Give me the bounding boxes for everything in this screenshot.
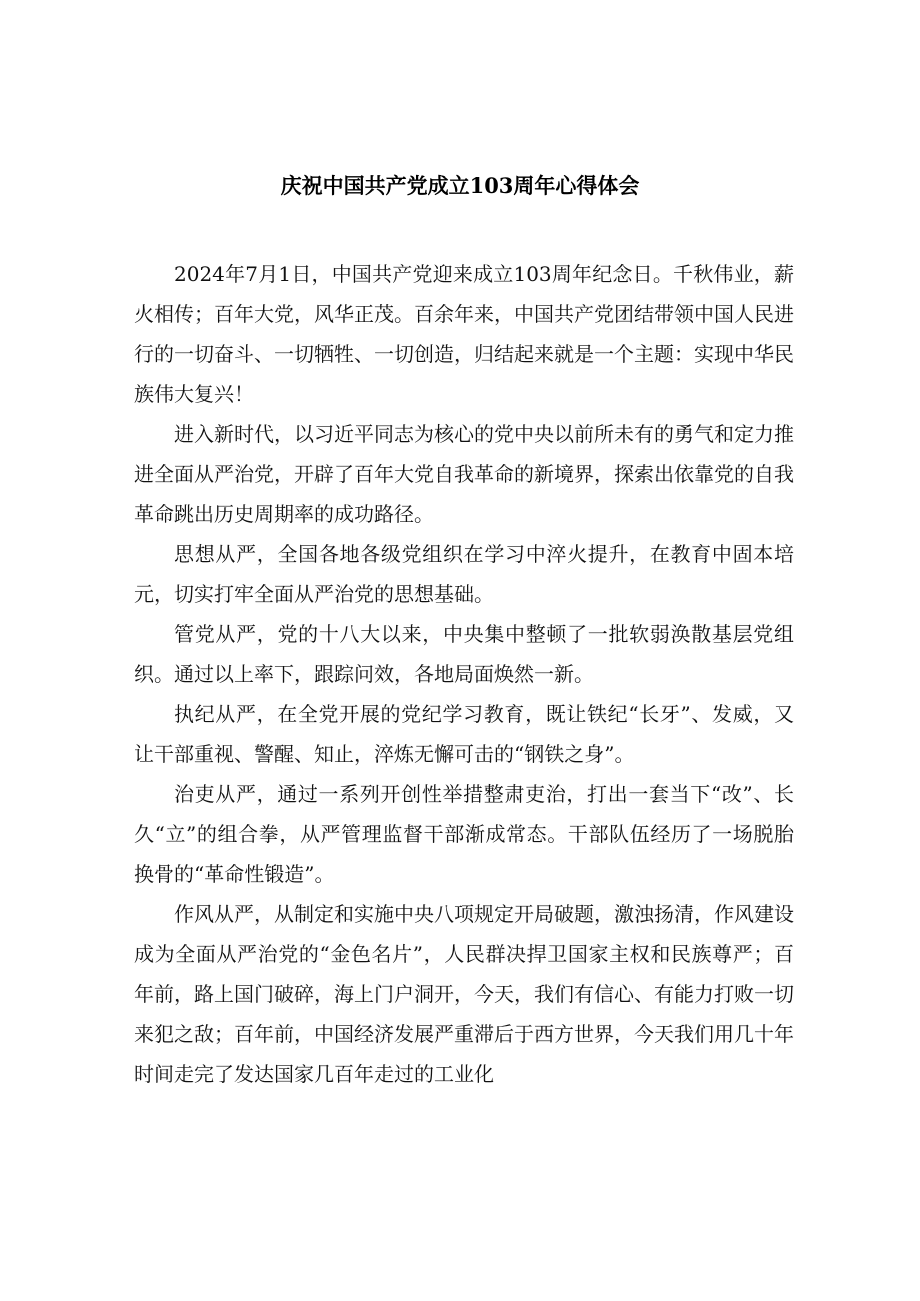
paragraph-3: 思想从严，全国各地各级党组织在学习中淬火提升，在教育中固本培元，切实打牢全面从严治党的思想基础。 <box>134 542 794 606</box>
paragraph-7: 作风从严，从制定和实施中央八项规定开局破题，激浊扬清，作风建设成为全面从严治党的“金色名片”，人民群决捍卫国家主权和民族尊严；百年前，路上国门破碎，海上门户洞开，今天，我们有信心、有能力打败一切来犯之敌；百年前，中国经济发展严重滞后于西方世界，今天我们用几十年时间走完了发达国家几百年走过的工业化 <box>134 902 794 1086</box>
document-body <box>134 254 794 1094</box>
document-title: 庆祝中国共产党成立103周年心得体会 <box>280 173 640 198</box>
paragraph-1: 2024年7月1日，中国共产党迎来成立103周年纪念日。千秋伟业，薪火相传；百年大党，风华正茂。百余年来，中国共产党团结带领中国人民进行的一切奋斗、一切牺牲、一切创造，归结起来就是一个主题：实现中华民族伟大复兴！ <box>134 262 794 406</box>
paragraph-6: 治吏从严，通过一系列开创性举措整肃吏治，打出一套当下“改”、长久“立”的组合拳，从严管理监督干部渐成常态。干部队伍经历了一场脱胎换骨的“革命性锻造”。 <box>134 782 794 886</box>
paragraph-5: 执纪从严，在全党开展的党纪学习教育，既让铁纪“长牙”、发威，又让干部重视、警醒、知止，淬炼无懈可击的“钢铁之身”。 <box>134 702 794 766</box>
paragraph-2: 进入新时代，以习近平同志为核心的党中央以前所未有的勇气和定力推进全面从严治党，开辟了百年大党自我革命的新境界，探索出依靠党的自我革命跳出历史周期率的成功路径。 <box>134 422 794 526</box>
paragraph-4: 管党从严，党的十八大以来，中央集中整顿了一批软弱涣散基层党组织。通过以上率下，跟踪问效，各地局面焕然一新。 <box>134 622 794 686</box>
